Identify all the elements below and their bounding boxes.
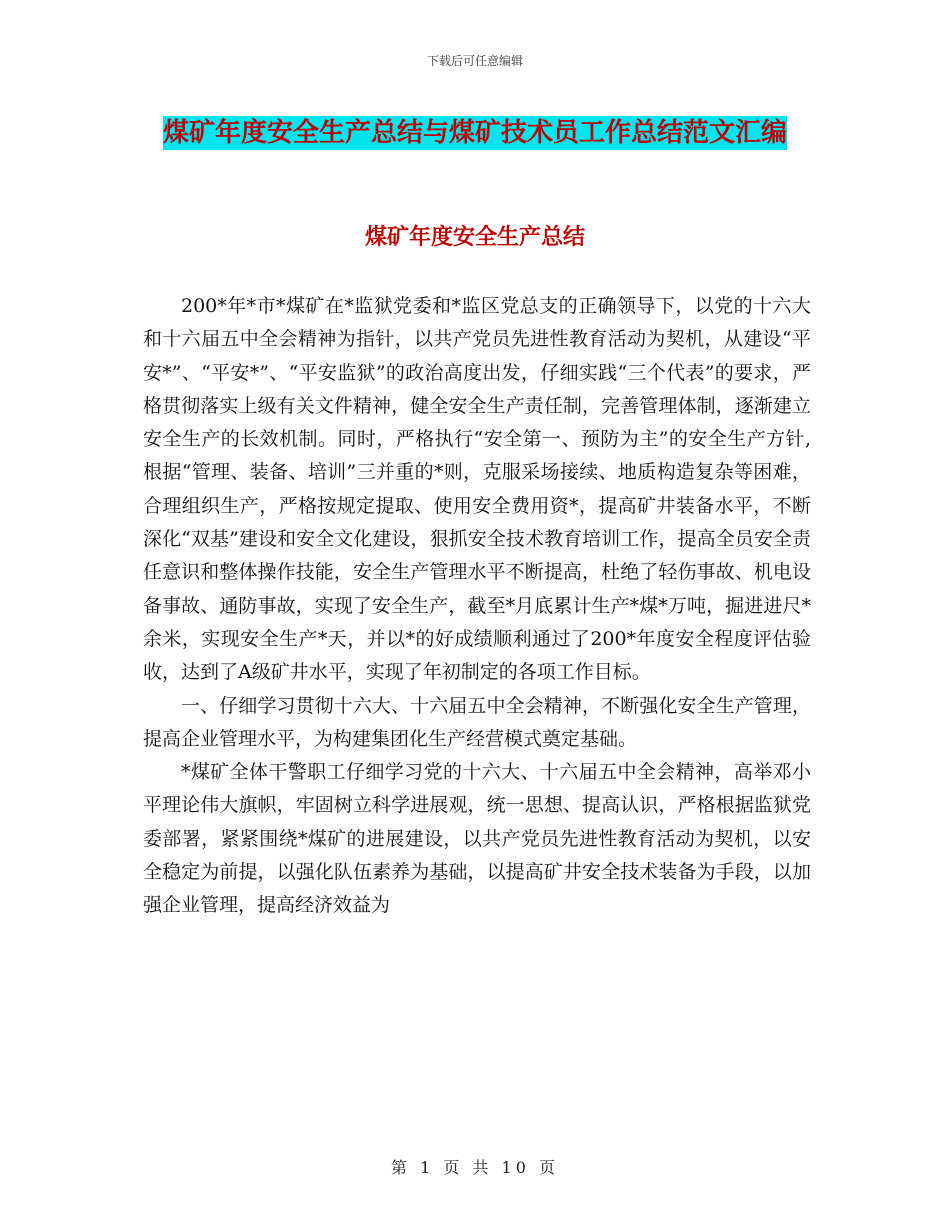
page-number: 第 1 页 共 10 页	[391, 1158, 559, 1177]
document-title	[150, 110, 800, 156]
header-note: 下载后可任意编辑	[426, 54, 523, 68]
document-title-text: 煤矿年度安全生产总结与煤矿技术员工作总结范文汇编	[162, 118, 787, 148]
paragraph-1: 200*年*市*煤矿在*监狱党委和*监区党总支的正确领导下，以党的十六大和十六届五中全会精神为指针，以共产党员先进性教育活动为契机，从建设“平安*”、“平安*”、“平安监狱”的政治高度出发，仔细实践“三个代表”的要求，严格贯彻落实上级有关文件精神，健全安全生产责任制，完善管理体制，逐渐建立安全生产的长效机制。同时，严格执行“安全第一、预防为主”的安全生产方针,根据“管理、装备、培训”三并重的*则，克服采场接续、地质构造复杂等困难，合理组织生产，严格按规定提取、使用安全费用资*，提高矿井装备水平，不断深化“双基”建设和安全文化建设，狠抓安全技术教育培训工作，提高全员安全责任意识和整体操作技能，安全生产管理水平不断提高，杜绝了轻伤事故、机电设备事故、通防事故，实现了安全生产，截至*月底累计生产*煤*万吨，掘进进尺*余米，实现安全生产*天，并以*的好成绩顺利通过了200*年度安全程度评估验收，达到了A级矿井水平，实现了年初制定的各项工作目标。	[143, 295, 811, 684]
section-heading: 煤矿年度安全生产总结	[364, 225, 585, 250]
document-body	[143, 290, 811, 923]
paragraph-2: 一、仔细学习贯彻十六大、十六届五中全会精神，不断强化安全生产管理，提高企业管理水平，为构建集团化生产经营模式奠定基础。	[143, 694, 811, 750]
paragraph-3: *煤矿全体干警职工仔细学习党的十六大、十六届五中全会精神，高举邓小平理论伟大旗帜，牢固树立科学进展观，统一思想、提高认识，严格根据监狱党委部署，紧紧围绕*煤矿的进展建设，以共产党员先进性教育活动为契机，以安全稳定为前提，以强化队伍素养为基础，以提高矿井安全技术装备为手段，以加强企业管理，提高经济效益为	[143, 761, 811, 917]
